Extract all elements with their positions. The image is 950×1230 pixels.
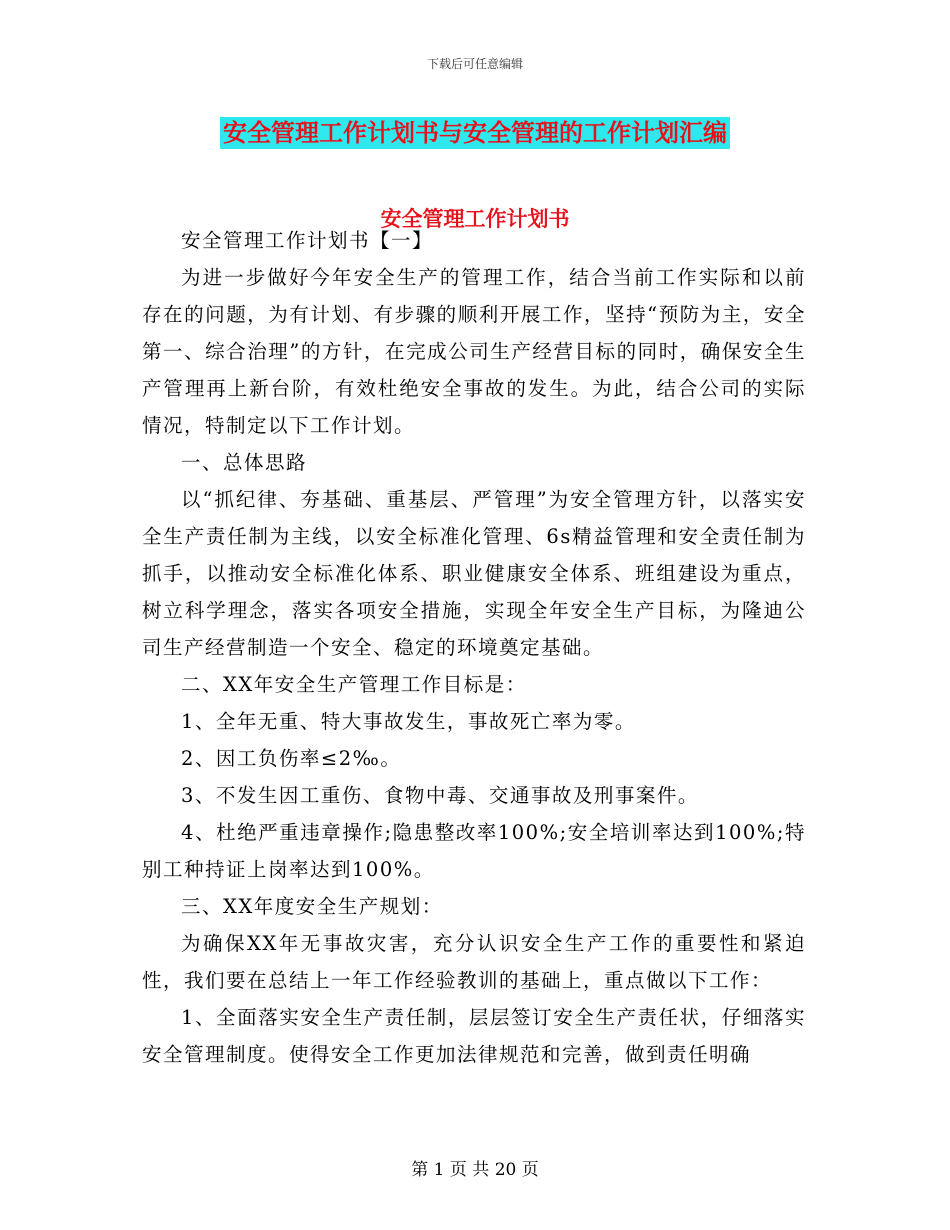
document-subtitle: 安全管理工作计划书 xyxy=(380,207,570,231)
paragraph: 以“抓纪律、夯基础、重基层、严管理”为安全管理方针，以落实安全生产责任制为主线，以安全标准化管理、6s精益管理和安全责任制为抓手，以推动安全标准化体系、职业健康安全体系、班组建设为重点，树立科学理念，落实各项安全措施，实现全年安全生产目标，为隆迪公司生产经营制造一个安全、稳定的环境奠定基础。 xyxy=(142,488,806,659)
document-title: 安全管理工作计划书与安全管理的工作计划汇编 xyxy=(220,117,730,149)
paragraph: 为确保XX年无事故灾害，充分认识安全生产工作的重要性和紧迫性，我们要在总结上一年工作经验教训的基础上，重点做以下工作： xyxy=(142,932,806,992)
header-note: 下载后可任意编辑 xyxy=(426,57,523,71)
paragraph: 2、因工负伤率≤2‰。 xyxy=(181,747,402,770)
paragraph: 1、全面落实安全生产责任制，层层签订安全生产责任状，仔细落实安全管理制度。使得安全工作更加法律规范和完善，做到责任明确 xyxy=(142,1006,806,1066)
paragraph: 1、全年无重、特大事故发生，事故死亡率为零。 xyxy=(181,710,636,733)
paragraph: 4、杜绝严重违章操作;隐患整改率100%;安全培训率达到100%;特别工种持证上岗率达到100%。 xyxy=(142,821,806,881)
paragraph: 二、XX年安全生产管理工作目标是： xyxy=(181,673,527,696)
paragraph: 三、XX年度安全生产规划： xyxy=(181,895,443,918)
document-title-container xyxy=(0,113,950,148)
paragraph: 为进一步做好今年安全生产的管理工作，结合当前工作实际和以前存在的问题，为有计划、有步骤的顺利开展工作，坚持“预防为主，安全第一、综合治理”的方针，在完成公司生产经营目标的同时，确保安全生产管理再上新台阶，有效杜绝安全事故的发生。为此，结合公司的实际情况，特制定以下工作计划。 xyxy=(142,266,806,437)
page-number: 第 1 页 共 20 页 xyxy=(411,1160,539,1180)
paragraph: 安全管理工作计划书【一】 xyxy=(181,229,434,252)
paragraph: 3、不发生因工重伤、食物中毒、交通事故及刑事案件。 xyxy=(181,784,699,807)
paragraph: 一、总体思路 xyxy=(181,451,308,474)
document-body xyxy=(142,222,806,1073)
